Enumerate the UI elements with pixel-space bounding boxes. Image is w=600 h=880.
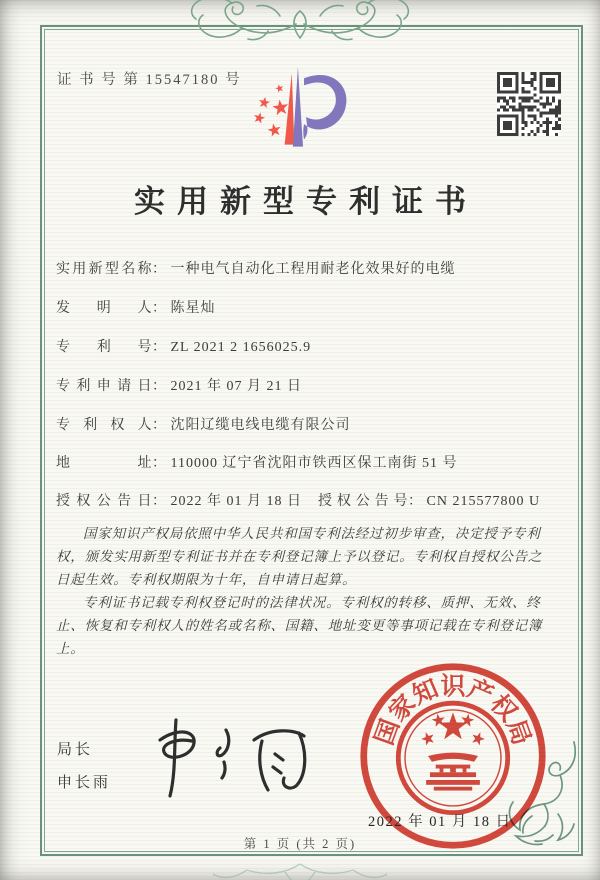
seal-char: 局 <box>501 716 535 749</box>
legal-text <box>56 522 548 660</box>
director-block <box>57 738 111 804</box>
field-label: 专利权人 <box>56 418 152 433</box>
field-value: 一种电气自动化工程用耐老化效果好的电缆 <box>170 262 456 277</box>
colon: ： <box>152 301 167 316</box>
field-row-patentee <box>56 414 351 434</box>
certificate-number: 证 书 号 第 15547180 号 <box>57 72 242 88</box>
field-value: 110000 辽宁省沈阳市铁西区保工南街 51 号 <box>170 456 458 471</box>
field-label: 授权公告号 <box>318 494 408 509</box>
colon: ： <box>152 379 167 394</box>
field-row-name <box>56 258 456 278</box>
seal-char: 知 <box>408 675 443 710</box>
logo-p-bowl <box>304 75 346 130</box>
certificate-title: 实用新型专利证书 <box>134 184 478 219</box>
field-row-grant <box>56 490 548 510</box>
logo-p-tail <box>303 124 307 139</box>
seal-char: 产 <box>463 675 498 710</box>
cnipa-logo <box>250 64 354 166</box>
bottom-flourish-ornament <box>205 862 395 880</box>
field-row-patent-no <box>56 336 311 356</box>
seal-date: 2022 年 01 月 18 日 <box>368 814 512 830</box>
director-title: 局长 <box>57 742 94 758</box>
logo-purple-stripe <box>293 67 303 147</box>
logo-red-stripe <box>285 73 295 144</box>
field-label: 专利申请日 <box>56 379 152 394</box>
colon: ： <box>408 494 423 509</box>
field-label: 实用新型名称 <box>56 262 152 277</box>
seal-char: 家 <box>384 690 422 727</box>
field-value: 沈阳辽缆电线电缆有限公司 <box>170 418 351 433</box>
grant-number-group <box>318 490 540 510</box>
seal-char: 识 <box>440 673 466 701</box>
field-row-filing-date <box>56 375 302 395</box>
colon: ： <box>152 262 167 277</box>
field-value: ZL 2021 2 1656025.9 <box>170 340 312 355</box>
field-value: 2022 年 01 月 18 日 <box>170 494 302 509</box>
seal-char: 国 <box>371 716 405 749</box>
field-value: 陈星灿 <box>170 301 216 316</box>
director-name: 申长雨 <box>57 775 112 791</box>
colon: ： <box>152 494 167 509</box>
director-signature <box>138 710 328 805</box>
field-label: 地址 <box>56 456 152 471</box>
legal-paragraph-1: 国家知识产权局依照中华人民共和国专利法经过初步审查，决定授予专利权，颁发实用新型专利证书并在专利登记簿上予以登记。专利权自授权公告之日起生效。专利权期限为十年，自申请日起算。 <box>56 526 543 587</box>
field-value: CN 215577800 U <box>426 494 541 509</box>
colon: ： <box>152 456 167 471</box>
page-number: 第 1 页 (共 2 页) <box>243 837 357 851</box>
field-label: 专利号 <box>56 340 152 355</box>
colon: ： <box>152 418 167 433</box>
logo-stars <box>253 83 290 137</box>
field-value: 2021 年 07 月 21 日 <box>170 379 302 394</box>
field-row-address <box>56 452 457 472</box>
national-emblem <box>398 703 507 812</box>
field-row-inventor <box>56 297 216 317</box>
field-label: 授权公告日 <box>56 494 152 509</box>
colon: ： <box>152 340 167 355</box>
qr-code <box>497 72 561 136</box>
legal-paragraph-2: 专利证书记载专利权登记时的法律状况。专利权的转移、质押、无效、终止、恢复和专利权人的姓名或名称、国籍、地址变更等事项记载在专利登记簿上。 <box>56 595 543 656</box>
seal-char: 权 <box>484 690 522 727</box>
field-label: 发明人 <box>56 301 152 316</box>
